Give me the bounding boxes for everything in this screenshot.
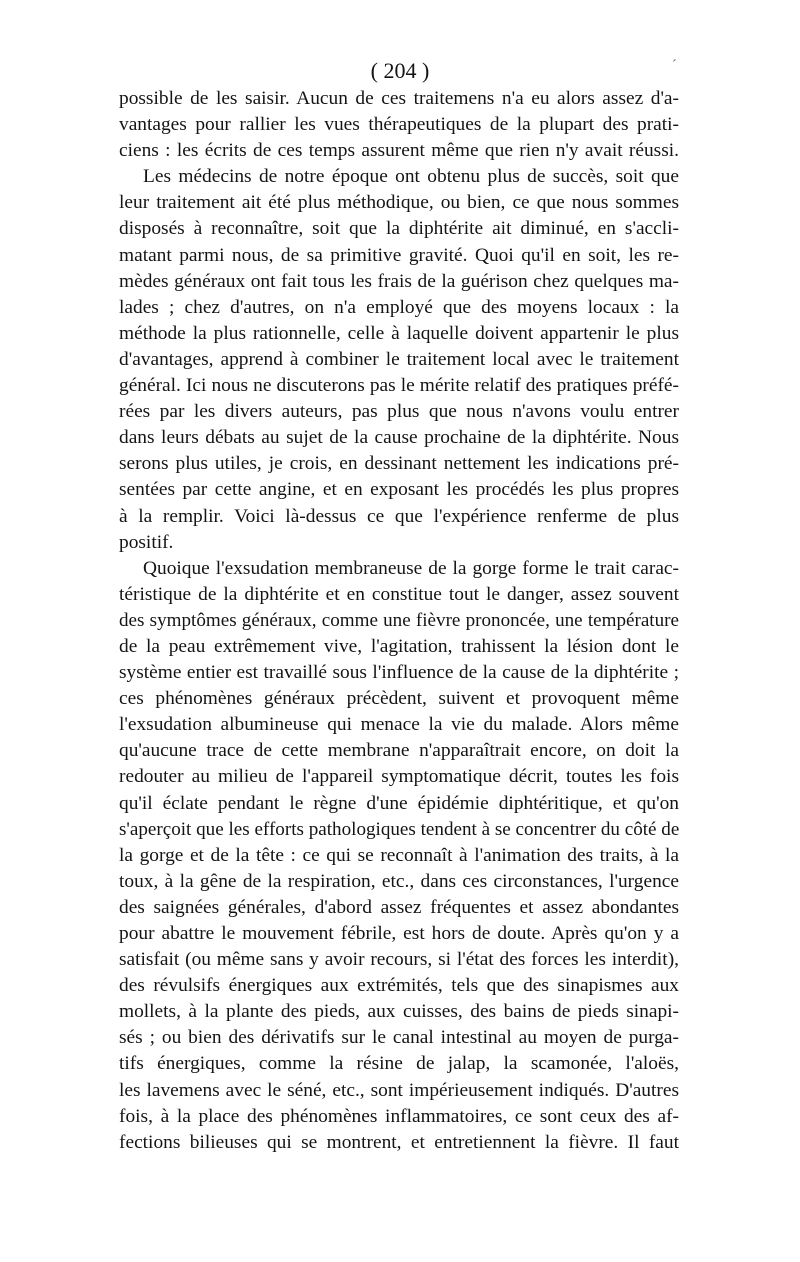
text-line: lades ; chez d'autres, on n'a employé que des moyens locaux : la [119, 296, 679, 318]
text-line: Les médecins de notre époque ont obtenu plus de succès, soit que [143, 166, 679, 188]
text-line: positif. [119, 531, 174, 553]
text-line: rées par les divers auteurs, pas plus que nous n'avons voulu entrer [119, 401, 679, 423]
text-line: ces phénomènes généraux précèdent, suivent et provoquent même [119, 688, 679, 710]
text-line: disposés à reconnaître, soit que la diphtérite ait diminué, en s'accli- [119, 218, 679, 240]
text-line: leur traitement ait été plus méthodique, ou bien, ce que nous sommes [119, 192, 679, 214]
text-line: dans leurs débats au sujet de la cause prochaine de la diphtérite. Nous [119, 427, 679, 449]
text-line: toux, à la gêne de la respiration, etc., dans ces circonstances, l'urgence [119, 870, 679, 892]
text-line: système entier est travaillé sous l'influence de la cause de la diphtérite ; [119, 662, 679, 684]
text-line: les lavemens avec le séné, etc., sont impérieusement indiqués. D'autres [119, 1079, 679, 1101]
text-line: qu'il éclate pendant le règne d'une épidémie diphtéritique, et qu'on [119, 792, 679, 814]
text-line: téristique de la diphtérite et en constitue tout le danger, assez souvent [119, 583, 679, 605]
text-line: sentées par cette angine, et en exposant les procédés les plus propres [119, 479, 679, 501]
text-line: satisfait (ou même sans y avoir recours, si l'état des forces les interdit), [119, 949, 679, 971]
text-line: vantages pour rallier les vues thérapeutiques de la plupart des prati- [119, 114, 679, 136]
text-line: fections bilieuses qui se montrent, et entretiennent la fièvre. Il faut [119, 1131, 679, 1153]
text-line: Quoique l'exsudation membraneuse de la gorge forme le trait carac- [143, 557, 679, 579]
text-line: d'avantages, apprend à combiner le traitement local avec le traitement [119, 348, 679, 370]
text-line: des saignées générales, d'abord assez fréquentes et assez abondantes [119, 896, 679, 918]
text-line: serons plus utiles, je crois, en dessinant nettement les indications pré- [119, 453, 679, 475]
corner-mark: ´ [672, 58, 677, 73]
text-line: possible de les saisir. Aucun de ces traitemens n'a eu alors assez d'a- [119, 88, 679, 109]
text-line: sés ; ou bien des dérivatifs sur le canal intestinal au moyen de purga- [119, 1027, 679, 1049]
text-line: ciens : les écrits de ces temps assurent même que rien n'y avait réussi. [119, 140, 679, 162]
text-line: qu'aucune trace de cette membrane n'apparaîtrait encore, on doit la [119, 740, 679, 762]
text-line: des symptômes généraux, comme une fièvre prononcée, une température [119, 609, 679, 631]
text-line: mèdes généraux ont fait tous les frais de la guérison chez quelques ma- [119, 270, 679, 292]
text-line: tifs énergiques, comme la résine de jalap, la scamonée, l'aloës, [119, 1053, 679, 1075]
text-line: de la peau extrêmement vive, l'agitation, trahissent la lésion dont le [119, 635, 679, 657]
text-line: mollets, à la plante des pieds, aux cuisses, des bains de pieds sinapi- [119, 1001, 679, 1023]
text-line: général. Ici nous ne discuterons pas le mérite relatif des pratiques préfé- [119, 375, 679, 397]
text-line: méthode la plus rationnelle, celle à laquelle doivent appartenir le plus [119, 322, 679, 344]
text-line: fois, à la place des phénomènes inflammatoires, ce sont ceux des af- [119, 1105, 679, 1127]
text-line: l'exsudation albumineuse qui menace la vie du malade. Alors même [119, 714, 679, 736]
text-line: des révulsifs énergiques aux extrémités, tels que des sinapismes aux [119, 975, 679, 997]
text-line: s'aperçoit que les efforts pathologiques tendent à se concentrer du côté de [119, 818, 680, 840]
body-text [119, 86, 679, 1156]
page-number: ( 204 ) [370, 58, 430, 83]
text-line: pour abattre le mouvement fébrile, est hors de doute. Après qu'on y a [119, 923, 679, 944]
text-line: matant parmi nous, de sa primitive gravité. Quoi qu'il en soit, les re- [119, 244, 679, 266]
text-line: redouter au milieu de l'appareil symptomatique décrit, toutes les fois [119, 766, 679, 788]
text-line: la gorge et de la tête : ce qui se reconnaît à l'animation des traits, à la [119, 844, 679, 866]
text-line: à la remplir. Voici là-dessus ce que l'expérience renferme de plus [119, 505, 679, 527]
